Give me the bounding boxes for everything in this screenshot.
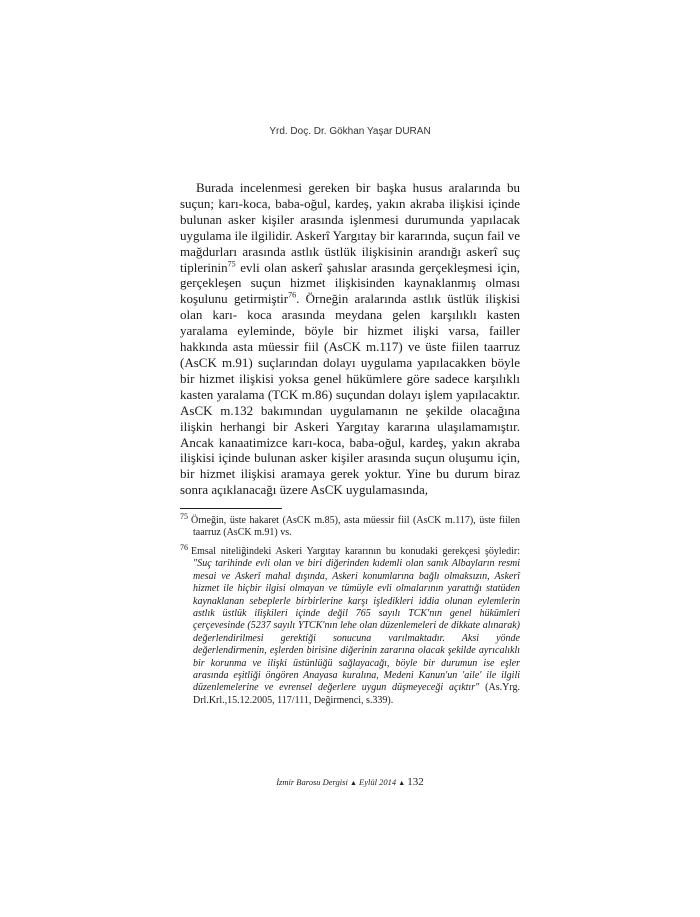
body-text-part-b: evli olan askerî şahıslar arasında gerçekleşmesi için, gerçekleşen suçun hizmet ilişkisinden kaynaklanmış olması koşulunu getirmiştir xyxy=(180,259,520,307)
footnote-75 xyxy=(180,511,520,540)
triangle-icon: ▲ xyxy=(349,779,357,787)
footnote-citation: (As.Yrg. Drl.Krl.,15.12.2005, 117/111, Değirmenci, s.339). xyxy=(193,682,520,706)
running-footer xyxy=(0,776,700,788)
body-paragraph xyxy=(180,180,520,498)
header-author: Yrd. Doç. Dr. Gökhan Yaşar DURAN xyxy=(269,126,431,137)
main-text xyxy=(180,180,520,498)
footnote-quote: "Suç tarihinde evli olan ve biri diğerinden kıdemli olan sanık Albayların resmi mesai ve Askerî mahal dışında, Askeri konumlarına bağlı olmaksızın, Askerî hizmet ile hiçbir ilgisi olmayan ve tümüyle evli olmalarının yarattığı statüden kaynaklanan sebeplerle birbirlerine karşı işledikleri iddia olunan eylemlerin astlık üstlük ilişkileri içinde değil 765 sayılı TCK'nın genel hükümleri çerçevesinde (5237 sayılı YTCK'nın lehe olan düzenlemeleri de dikkate alınarak) değerlendirilmesi gerektiği sonucuna varılmaktadır. Aksi yönde değerlendirmenin, eşlerden birisine diğerinin zararına olacak şekilde ayrıcalıklı bir korunma ve ilişki üstünlüğü sağlayacağı, böyle bir durumun ise eşler arasında eşitliği öngören Anayasa kuralına, Medeni Kanun'un 'aile' ile ilgili düzenlemelerine ve evrensel değerlere uygun düşmeyeceği açıktır" xyxy=(193,558,520,694)
footnote-divider xyxy=(180,508,282,509)
running-header xyxy=(0,126,700,137)
page-number: 132 xyxy=(407,776,424,788)
footnote-ref-76[interactable]: 76 xyxy=(288,291,297,301)
footnote-number: 75 xyxy=(180,511,188,521)
triangle-icon: ▲ xyxy=(398,779,406,787)
footnote-text: Örneğin, üste hakaret (AsCK m.85), asta müessir fiil (AsCK m.117), üste fiilen taarruz (AsCK m.91) vs. xyxy=(191,515,520,539)
footer-date: Eylül 2014 xyxy=(359,777,397,787)
body-text-part-c: . Örneğin aralarında astlık üstlük ilişkisi olan karı- koca arasında meydana gelen karşılıklı kasten yaralama eyleminde, böyle bir hizmet ilişki varsa, failler hakkında asta müessir fiil (AsCK m.117) ve üste fiilen taarruz (AsCK m.91) suçlarından dolayı uygulama yapılacakken böyle bir hizmet ilişkisi yoksa genel hükümlere göre sadece karşılıklı kasten yaralama (TCK m.86) suçundan dolayı işlem yapılacaktır. AsCK m.132 bakımından uygulamanın ne şekilde olacağına ilişkin herhangi bir Askeri Yargıtay kararına ulaşılamamıştır. Ancak kanaatimizce karı-koca, baba-oğul, kardeş, yakın akraba ilişkisi içinde bulunan asker kişiler arasında suçun oluşumu için, bir hizmet ilişkisi aramaya gerek yoktur. Yine bu durum biraz sonra açıklanacağı üzere AsCK uygulamasında, xyxy=(180,291,520,498)
footnote-number: 76 xyxy=(180,542,188,552)
footnote-lead: Emsal niteliğindeki Askeri Yargıtay kararının bu konudaki gerekçesi şöyledir: xyxy=(191,546,520,557)
body-text-part-a: Burada incelenmesi gereken bir başka husus aralarında bu suçun; karı-koca, baba-oğul, kardeş, yakın akraba ilişkisi içinde bulunan asker kişiler arasında işlenmesi durumunda yapılacak uygulama ile ilgilidir. Askerî Yargıtay bir kararında, suçun fail ve mağdurları arasında astlık üstlük ilişkisinin arandığı askerî suç tiplerinin xyxy=(180,180,520,275)
footnote-76 xyxy=(180,542,520,707)
footer-journal: İzmir Barosu Dergisi xyxy=(276,777,348,787)
footnote-ref-75[interactable]: 75 xyxy=(227,259,236,269)
